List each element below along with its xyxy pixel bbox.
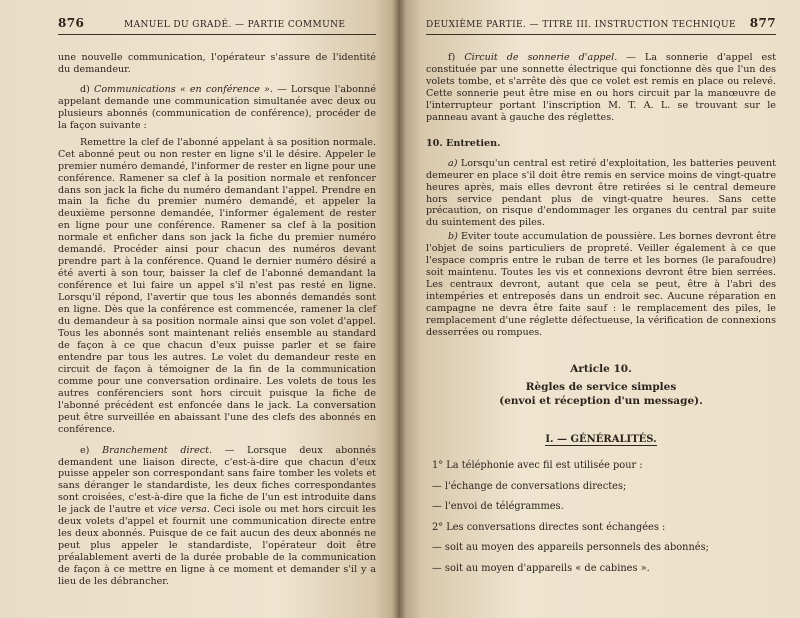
item-label: a) [448, 157, 458, 169]
running-head: MANUEL DU GRADÉ. — PARTIE COMMUNE [124, 20, 346, 30]
list-item: 2° Les conversations directes sont échangées : [432, 521, 666, 533]
right-page [398, 0, 800, 618]
item-emphasis: vice versa [157, 504, 207, 516]
running-head: DEUXIÈME PARTIE. — TITRE III. INSTRUCTION TECHNIQUE [426, 20, 736, 30]
article-subtitle: (envoi et réception d'un message). [499, 395, 703, 407]
item-title: Branchement direct. [102, 444, 213, 456]
left-page [0, 0, 398, 618]
list-item: 1° La téléphonie avec fil est utilisée pour : [432, 460, 643, 471]
item-text: . Ceci isole ou met hors circuit les deux volets d'appel et fournit une communication directe entre les deux abonnés. Puisque de ce fait aucun des deux abonnés ne peut plus appeler le standardiste, l'opérateur doit être préalablement averti de la durée probable de la communication de façon à ce mettre en ligne à ce moment et demander s'il y a lieu de les débrancher. [58, 504, 376, 588]
item-title: Communications « en conférence ». [94, 83, 273, 95]
page-number: 877 [749, 16, 776, 30]
section-generalites-title: I. — GÉNÉRALITÉS. [545, 434, 657, 445]
item-text: — Lorsque l'abonné appelant demande une communication simultanée avec deux ou plusieurs abonnés (communication de conférence), procéder de la façon suivante : [58, 83, 377, 131]
book-gutter [392, 0, 406, 618]
item-label: f) [448, 52, 456, 63]
item-label: b) [448, 231, 458, 243]
item-label: e) [80, 444, 90, 456]
list-item: — l'envoi de télégrammes. [432, 501, 564, 512]
paragraph-continuation: une nouvelle communication, l'opérateur s'assure de l'identité du demandeur. [58, 52, 376, 75]
left-text-block [58, 52, 376, 588]
generalites-list [426, 456, 776, 579]
section-generalites [426, 434, 776, 445]
paragraph-a [426, 158, 776, 230]
item-label: d) [80, 83, 90, 95]
item-text: Eviter toute accumulation de poussière. Les bornes devront être l'objet de soins particuliers de propreté. Veiller également à ce que l'espace compris entre le ruban de terre et les bornes (le parafoudre) soit maintenu. Toutes les vis et connexions devront être bien serrées. Les centraux devront, autant que cela se peut, être à l'abri des intempéries et entreposés dans un endroit sec. Aucune réparation en campagne ne devra être faite sauf : le remplacement des piles, le remplacement d'une réglette défectueuse, la vérification de connexions desserrées ou rompues. [426, 231, 776, 339]
list-item: — soit au moyen d'appareils « de cabines ». [432, 562, 650, 574]
paragraph-e [58, 445, 376, 588]
list-item: — soit au moyen des appareils personnels des abonnés; [432, 542, 709, 553]
article-heading [426, 363, 776, 407]
item-title: Circuit de sonnerie d'appel. [464, 52, 618, 63]
item-text: Lorsqu'un central est retiré d'exploitation, les batteries peuvent demeurer en place s'il doit être remis en service moins de vingt-quatre heures après, mais elles devront être retirées si le central demeure hors service pendant plus de vingt-quatre heures. Sans cette précaution, on risque d'endommager les organes du central par suite du suintement des piles. [426, 157, 776, 229]
header-rule [58, 34, 376, 35]
paragraph-d [58, 84, 376, 132]
right-text-block [426, 52, 776, 339]
header-rule [426, 34, 776, 35]
item-text: — La sonnerie d'appel est constituée par une sonnette électrique qui fonctionne dès que l'un des volets tombe, et s'arrête dès que ce volet est remis en place ou relevé. Cette sonnerie peut être mise en ou hors circuit par la manœuvre de l'interrupteur portant l'inscription M. T. A. L. se trouvant sur le panneau avant à gauche des réglettes. [426, 52, 776, 123]
article-title: Règles de service simples [525, 381, 677, 393]
article-number: Article 10. [570, 363, 632, 375]
paragraph-b [426, 231, 776, 339]
page-number: 876 [58, 16, 85, 30]
item-text: — Lorsque deux abonnés demandent une liaison directe, c'est-à-dire que chacun d'eux puisse appeler son correspondant sans faire tomber les volets et sans déranger le standardiste, les deux fiches correspondantes sont croisées, c'est-à-dire que la fiche de l'un est introduite dans le jack de l'autre et [58, 444, 377, 516]
paragraph-f [426, 52, 776, 124]
list-item: — l'échange de conversations directes; [432, 480, 627, 492]
section-heading: 10. Entretien. [426, 137, 501, 149]
paragraph-d-body: Remettre la clef de l'abonné appelant à sa position normale. Cet abonné peut ou non rester en ligne s'il le désire. Appeler le premier numéro demandé, l'informer de rester en ligne pour une conférence. Ramener sa clef à la position normale et renfoncer dans son jack la fiche du numéro demandant l'appel. Prendre en main la fiche du premier numéro demandé, et appeler la deuxième personne demandée, l'informer également de rester en ligne pour une conférence. Ramener sa clef à la position normale et enficher dans son jack la fiche du premier numéro demandé. Procéder ainsi pour chacun des numéros devant prendre part à la conférence. Quand le dernier numéro désiré a été averti à son tour, baisser la clef de l'abonné demandant la conférence et lui faire un appel s'il n'est pas resté en ligne. Lorsqu'il répond, l'avertir que tous les abonnés demandés sont en ligne. Dès que la conférence est commencée, ramener la clef du demandeur à sa position normale ainsi que son volet d'appel. Tous les abonnés sont maintenant reliés ensemble au standard de façon à ce que chacun d'eux puisse parler et se faire entendre par tous les autres. Le volet du demandeur reste en circuit de façon à témoigner de la fin de la communication comme pour une conversation ordinaire. Les volets de tous les autres conférenciers sont hors circuit puisque la fiche de l'abonné précédent est enfoncée dans le jack. La conversation peut être surveillée en abaissant l'une des clefs des abonnés en conférence. [58, 136, 376, 435]
